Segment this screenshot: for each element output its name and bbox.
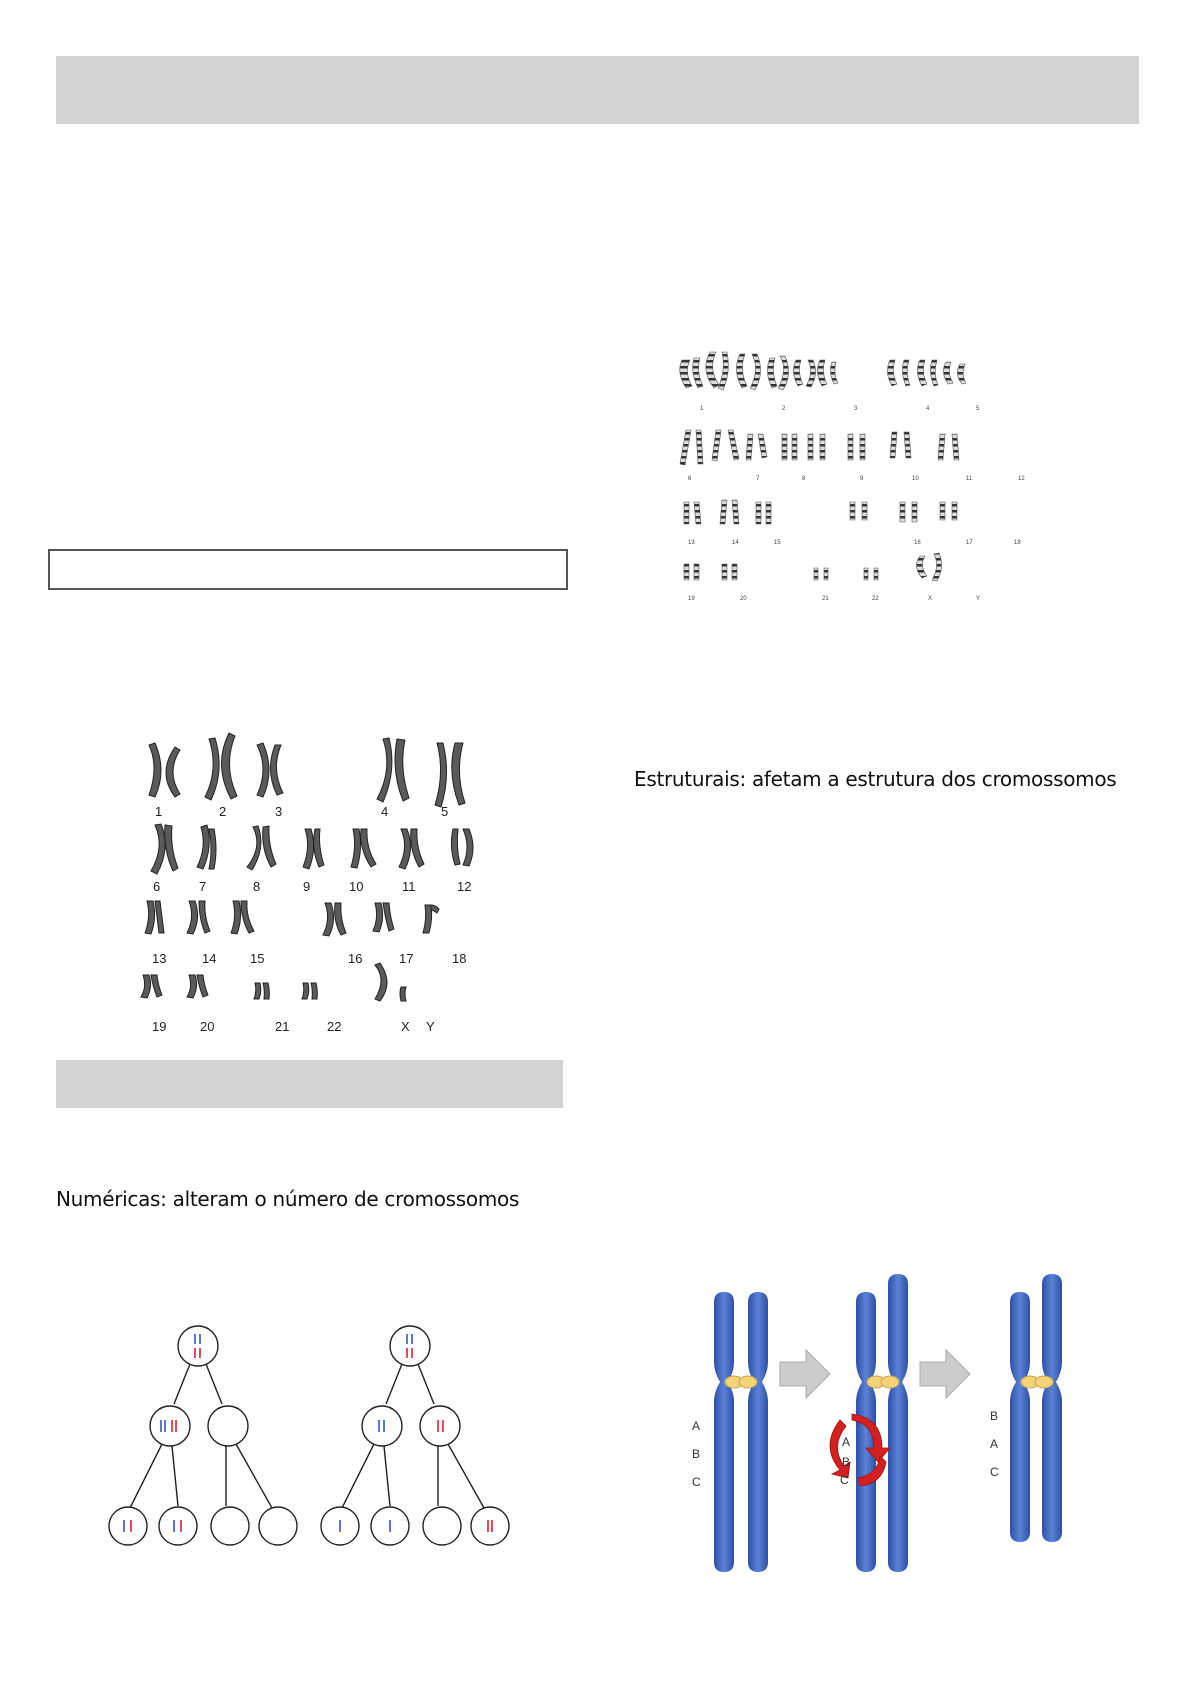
svg-text:1: 1	[155, 804, 163, 819]
svg-text:10: 10	[912, 476, 919, 482]
svg-text:21: 21	[822, 596, 829, 602]
svg-text:6: 6	[688, 476, 692, 482]
svg-text:18: 18	[452, 951, 467, 966]
svg-text:13: 13	[688, 540, 695, 546]
svg-text:1: 1	[700, 406, 704, 412]
svg-text:Y: Y	[976, 596, 981, 602]
svg-text:Y: Y	[426, 1019, 435, 1034]
svg-text:16: 16	[348, 951, 363, 966]
svg-text:22: 22	[327, 1019, 342, 1034]
svg-text:17: 17	[399, 951, 414, 966]
svg-text:15: 15	[250, 951, 265, 966]
svg-text:B: B	[842, 1455, 851, 1469]
chromosome-3	[1010, 1274, 1062, 1542]
svg-text:7: 7	[199, 879, 207, 894]
svg-text:8: 8	[253, 879, 261, 894]
svg-text:19: 19	[688, 596, 695, 602]
banded-karyotype	[670, 330, 1050, 615]
svg-text:12: 12	[1018, 476, 1025, 482]
svg-text:2: 2	[219, 804, 227, 819]
svg-text:5: 5	[441, 804, 449, 819]
svg-text:C: C	[840, 1473, 849, 1487]
numeric-heading: Numéricas: alteram o número de cromossomos	[56, 1187, 520, 1211]
svg-text:20: 20	[200, 1019, 215, 1034]
svg-text:C: C	[990, 1465, 999, 1479]
svg-text:21: 21	[275, 1019, 290, 1034]
svg-text:4: 4	[926, 406, 930, 412]
text-box	[48, 549, 568, 590]
svg-text:14: 14	[202, 951, 217, 966]
svg-text:13: 13	[152, 951, 167, 966]
svg-text:9: 9	[303, 879, 311, 894]
inversion-diagram	[690, 1270, 1110, 1580]
svg-text:8: 8	[802, 476, 806, 482]
svg-text:22: 22	[872, 596, 879, 602]
svg-text:B: B	[990, 1409, 999, 1423]
svg-text:20: 20	[740, 596, 747, 602]
svg-text:3: 3	[275, 804, 283, 819]
chromosome-1	[714, 1292, 768, 1572]
svg-text:12: 12	[457, 879, 472, 894]
svg-text:2: 2	[782, 406, 786, 412]
svg-text:19: 19	[152, 1019, 167, 1034]
karyotype	[135, 725, 505, 1050]
structural-heading: Estruturais: afetam a estrutura dos cromossomos	[634, 767, 1117, 791]
svg-text:C: C	[692, 1475, 701, 1489]
svg-text:7: 7	[756, 476, 760, 482]
svg-text:3: 3	[854, 406, 858, 412]
svg-text:A: A	[842, 1435, 851, 1449]
svg-text:X: X	[401, 1019, 410, 1034]
svg-text:16: 16	[914, 540, 921, 546]
svg-text:9: 9	[860, 476, 864, 482]
svg-text:15: 15	[774, 540, 781, 546]
svg-text:11: 11	[402, 879, 416, 894]
svg-text:10: 10	[349, 879, 364, 894]
svg-text:18: 18	[1014, 540, 1021, 546]
svg-text:A: A	[692, 1419, 701, 1433]
svg-text:14: 14	[732, 540, 739, 546]
svg-text:6: 6	[153, 879, 161, 894]
svg-text:A: A	[990, 1437, 999, 1451]
svg-text:B: B	[692, 1447, 701, 1461]
svg-text:11: 11	[966, 476, 973, 482]
section-header-bar	[56, 1060, 563, 1108]
svg-text:4: 4	[381, 804, 389, 819]
svg-text:5: 5	[976, 406, 980, 412]
svg-text:17: 17	[966, 540, 973, 546]
gene-labels	[692, 1409, 999, 1489]
page-header-bar	[56, 56, 1139, 124]
nondisjunction-diagram	[100, 1320, 520, 1570]
svg-text:X: X	[928, 596, 933, 602]
banded-karyotype-labels	[688, 406, 1025, 602]
